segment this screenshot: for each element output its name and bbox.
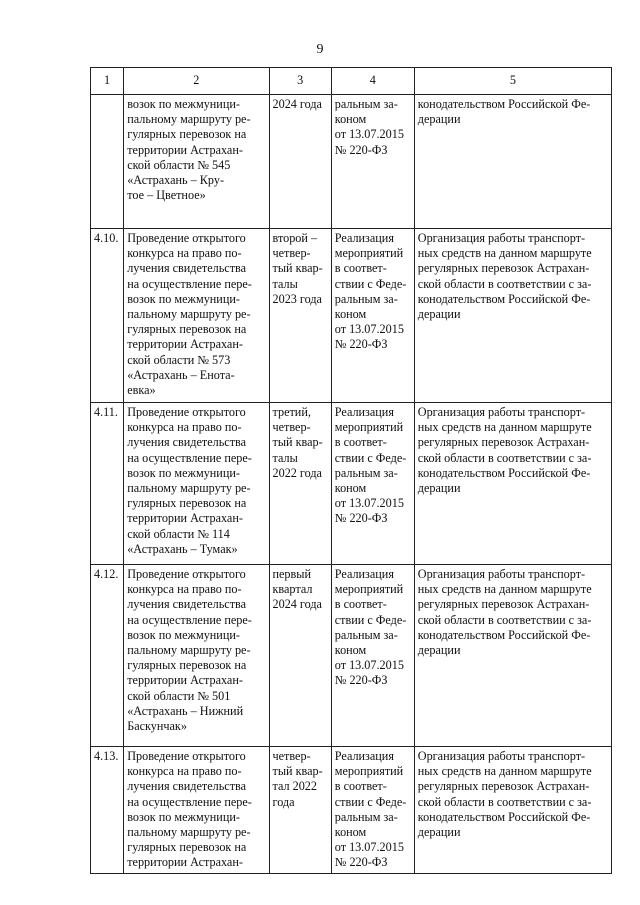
table-header-row (91, 68, 612, 95)
measure-basis: ральным за- коном от 13.07.2015 № 220-ФЗ (331, 95, 414, 229)
row-number: 4.12. (91, 565, 124, 747)
measure-basis: Реализация мероприятий в соответ- ствии с Феде- ральным за- коном от 13.07.2015 № 220-ФЗ (331, 747, 414, 874)
column-header-1: 1 (91, 68, 124, 95)
measure-name: Проведение открытого конкурса на право по- лучения свидетельства на осуществление пере- возок по межмуници- пальному маршруту ре- гулярных перевозок на территории Астрахан- ской области № 573 «Астрахань – Енота- евка» (124, 229, 269, 403)
table-row (91, 95, 612, 229)
column-header-5: 5 (414, 68, 611, 95)
measure-name: Проведение открытого конкурса на право по- лучения свидетельства на осуществление пере- возок по межмуници- пальному маршруту ре- гулярных перевозок на территории Астрахан- (124, 747, 269, 874)
table-row (91, 747, 612, 874)
table-row (91, 229, 612, 403)
row-number (91, 95, 124, 229)
measure-result: конодательством Российской Фе- дерации (414, 95, 611, 229)
column-header-2: 2 (124, 68, 269, 95)
measure-basis: Реализация мероприятий в соответ- ствии с Феде- ральным за- коном от 13.07.2015 № 220-ФЗ (331, 565, 414, 747)
measures-table (90, 67, 612, 874)
measure-basis: Реализация мероприятий в соответ- ствии с Феде- ральным за- коном от 13.07.2015 № 220-ФЗ (331, 403, 414, 565)
measure-result: Организация работы транспорт- ных средств на данном маршруте регулярных перевозок Астрахан- ской области в соответствии с за- конодательством Российской Фе- дерации (414, 229, 611, 403)
measure-term: первый квартал 2024 года (269, 565, 331, 747)
measure-name: Проведение открытого конкурса на право по- лучения свидетельства на осуществление пере- возок по межмуници- пальному маршруту ре- гулярных перевозок на территории Астрахан- ской области № 501 «Астрахань – Нижний Баскунчак» (124, 565, 269, 747)
page-number: 9 (316, 42, 324, 57)
table-row (91, 565, 612, 747)
row-number: 4.10. (91, 229, 124, 403)
measure-result: Организация работы транспорт- ных средств на данном маршруте регулярных перевозок Астрахан- ской области в соответствии с за- конодательством Российской Фе- дерации (414, 403, 611, 565)
measure-basis: Реализация мероприятий в соответ- ствии с Феде- ральным за- коном от 13.07.2015 № 220-ФЗ (331, 229, 414, 403)
measure-name: возок по межмуници- пальному маршруту ре- гулярных перевозок на территории Астрахан- ской области № 545 «Астрахань – Кру- тое – Цветное» (124, 95, 269, 229)
measure-term: четвер- тый квар- тал 2022 года (269, 747, 331, 874)
measure-result: Организация работы транспорт- ных средств на данном маршруте регулярных перевозок Астрахан- ской области в соответствии с за- конодательством Российской Фе- дерации (414, 747, 611, 874)
row-number: 4.11. (91, 403, 124, 565)
measure-result: Организация работы транспорт- ных средств на данном маршруте регулярных перевозок Астрахан- ской области в соответствии с за- конодательством Российской Фе- дерации (414, 565, 611, 747)
table-row (91, 403, 612, 565)
column-header-4: 4 (331, 68, 414, 95)
measure-name: Проведение открытого конкурса на право по- лучения свидетельства на осуществление пере- возок по межмуници- пальному маршруту ре- гулярных перевозок на территории Астрахан- ской области № 114 «Астрахань – Тумак» (124, 403, 269, 565)
column-header-3: 3 (269, 68, 331, 95)
measure-term: второй – четвер- тый квар- талы 2023 года (269, 229, 331, 403)
measure-term: 2024 года (269, 95, 331, 229)
measure-term: третий, четвер- тый квар- талы 2022 года (269, 403, 331, 565)
row-number: 4.13. (91, 747, 124, 874)
